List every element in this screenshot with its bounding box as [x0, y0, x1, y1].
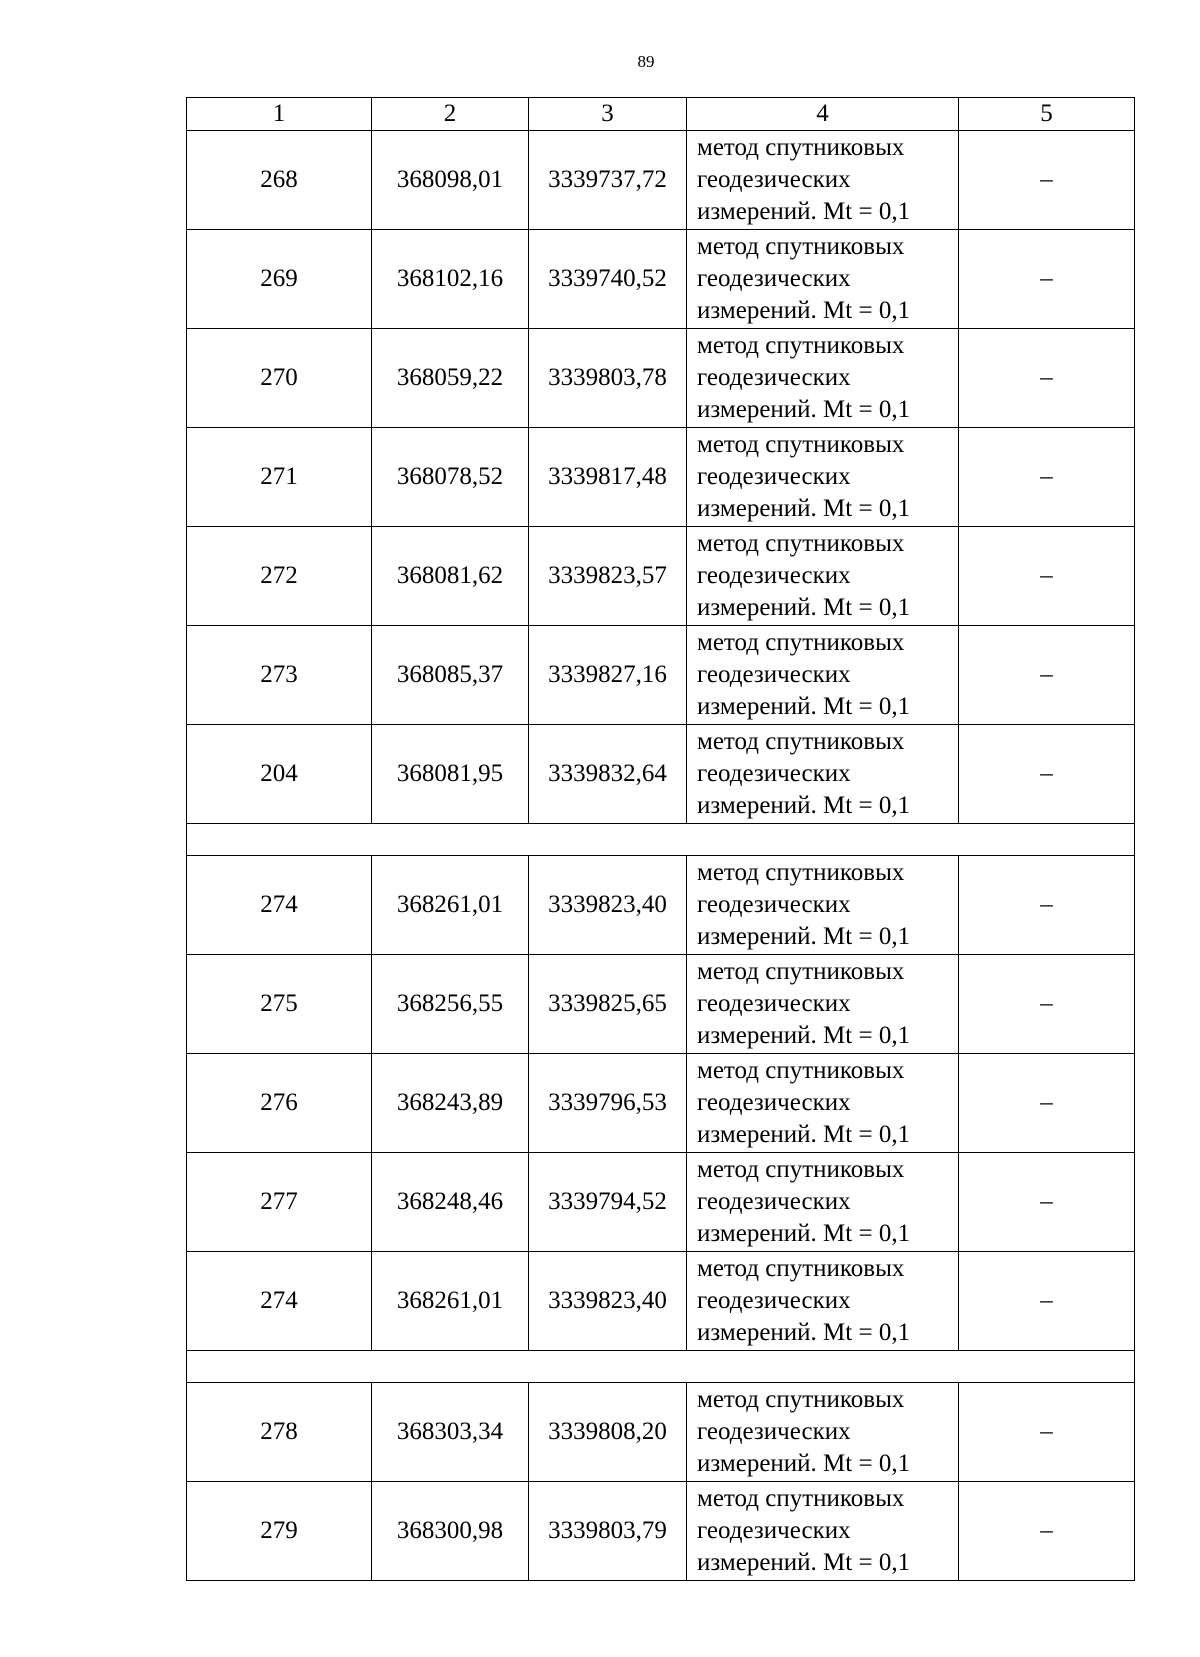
x-coordinate-cell: 368081,62: [372, 527, 529, 626]
point-number-cell: 275: [187, 955, 372, 1054]
note-cell: –: [959, 1153, 1135, 1252]
x-coordinate-cell: 368085,37: [372, 626, 529, 725]
method-line: метод спутниковых: [697, 1485, 905, 1512]
y-coordinate-cell: 3339794,52: [529, 1153, 687, 1252]
table-row: [187, 527, 1135, 626]
column-header: 1: [187, 98, 372, 131]
table-separator-row: [187, 824, 1135, 856]
x-coordinate-cell: 368098,01: [372, 131, 529, 230]
column-header: 3: [529, 98, 687, 131]
x-coordinate-cell: 368081,95: [372, 725, 529, 824]
y-coordinate-cell: 3339823,40: [529, 856, 687, 955]
point-number-cell: 269: [187, 230, 372, 329]
point-number-cell: 204: [187, 725, 372, 824]
method-line: измерений. Mt = 0,1: [697, 792, 911, 819]
y-coordinate-cell: 3339803,79: [529, 1482, 687, 1581]
method-line: метод спутниковых: [697, 530, 905, 557]
page-number: 89: [637, 52, 655, 71]
method-line: измерений. Mt = 0,1: [697, 1319, 911, 1346]
note-cell: –: [959, 856, 1135, 955]
method-line: геодезических: [697, 166, 851, 193]
method-line: измерений. Mt = 0,1: [697, 198, 911, 225]
method-line: метод спутниковых: [697, 1057, 905, 1084]
table-row: [187, 329, 1135, 428]
method-line: геодезических: [697, 1188, 851, 1215]
y-coordinate-cell: 3339817,48: [529, 428, 687, 527]
separator-cell: [187, 1351, 1135, 1383]
method-line: геодезических: [697, 1517, 851, 1544]
note-cell: –: [959, 1482, 1135, 1581]
table-separator-row: [187, 1351, 1135, 1383]
table-row: [187, 955, 1135, 1054]
method-cell: [687, 131, 959, 230]
y-coordinate-cell: 3339796,53: [529, 1054, 687, 1153]
method-line: геодезических: [697, 1287, 851, 1314]
y-coordinate-cell: 3339825,65: [529, 955, 687, 1054]
table-row: [187, 1252, 1135, 1351]
note-cell: –: [959, 626, 1135, 725]
table-header-row: [187, 98, 1135, 131]
method-cell: [687, 1252, 959, 1351]
method-line: измерений. Mt = 0,1: [697, 1022, 911, 1049]
method-line: измерений. Mt = 0,1: [697, 1220, 911, 1247]
table-row: [187, 230, 1135, 329]
note-cell: –: [959, 1252, 1135, 1351]
y-coordinate-cell: 3339832,64: [529, 725, 687, 824]
method-cell: [687, 428, 959, 527]
method-line: метод спутниковых: [697, 1255, 905, 1282]
table-row: [187, 1153, 1135, 1252]
point-number-cell: 271: [187, 428, 372, 527]
note-cell: –: [959, 725, 1135, 824]
point-number-cell: 270: [187, 329, 372, 428]
y-coordinate-cell: 3339737,72: [529, 131, 687, 230]
method-cell: [687, 955, 959, 1054]
method-line: измерений. Mt = 0,1: [697, 495, 911, 522]
x-coordinate-cell: 368303,34: [372, 1383, 529, 1482]
method-line: геодезических: [697, 1418, 851, 1445]
method-line: геодезических: [697, 990, 851, 1017]
y-coordinate-cell: 3339823,40: [529, 1252, 687, 1351]
column-header: 2: [372, 98, 529, 131]
x-coordinate-cell: 368248,46: [372, 1153, 529, 1252]
method-line: измерений. Mt = 0,1: [697, 396, 911, 423]
method-cell: [687, 856, 959, 955]
point-number-cell: 274: [187, 856, 372, 955]
method-line: метод спутниковых: [697, 629, 905, 656]
method-cell: [687, 329, 959, 428]
table-row: [187, 131, 1135, 230]
point-number-cell: 278: [187, 1383, 372, 1482]
column-header: 5: [959, 98, 1135, 131]
method-line: геодезических: [697, 265, 851, 292]
y-coordinate-cell: 3339823,57: [529, 527, 687, 626]
method-line: метод спутниковых: [697, 134, 905, 161]
method-line: измерений. Mt = 0,1: [697, 594, 911, 621]
separator-cell: [187, 824, 1135, 856]
method-line: измерений. Mt = 0,1: [697, 693, 911, 720]
note-cell: –: [959, 428, 1135, 527]
note-cell: –: [959, 527, 1135, 626]
method-cell: [687, 1054, 959, 1153]
method-line: измерений. Mt = 0,1: [697, 297, 911, 324]
y-coordinate-cell: 3339827,16: [529, 626, 687, 725]
note-cell: –: [959, 131, 1135, 230]
table-body: [187, 98, 1135, 1581]
method-line: геодезических: [697, 562, 851, 589]
method-line: измерений. Mt = 0,1: [697, 1549, 911, 1576]
method-line: измерений. Mt = 0,1: [697, 1121, 911, 1148]
point-number-cell: 274: [187, 1252, 372, 1351]
x-coordinate-cell: 368059,22: [372, 329, 529, 428]
method-cell: [687, 1482, 959, 1581]
method-cell: [687, 725, 959, 824]
method-line: метод спутниковых: [697, 332, 905, 359]
method-line: измерений. Mt = 0,1: [697, 923, 911, 950]
method-line: метод спутниковых: [697, 728, 905, 755]
note-cell: –: [959, 329, 1135, 428]
point-number-cell: 277: [187, 1153, 372, 1252]
method-line: геодезических: [697, 661, 851, 688]
point-number-cell: 272: [187, 527, 372, 626]
x-coordinate-cell: 368261,01: [372, 856, 529, 955]
method-line: метод спутниковых: [697, 958, 905, 985]
method-line: геодезических: [697, 760, 851, 787]
note-cell: –: [959, 955, 1135, 1054]
method-cell: [687, 527, 959, 626]
x-coordinate-cell: 368102,16: [372, 230, 529, 329]
method-line: геодезических: [697, 463, 851, 490]
table-row: [187, 1482, 1135, 1581]
x-coordinate-cell: 368256,55: [372, 955, 529, 1054]
table-row: [187, 626, 1135, 725]
coordinates-table: [186, 97, 1135, 1581]
point-number-cell: 268: [187, 131, 372, 230]
method-line: метод спутниковых: [697, 859, 905, 886]
point-number-cell: 276: [187, 1054, 372, 1153]
table-row: [187, 428, 1135, 527]
point-number-cell: 273: [187, 626, 372, 725]
method-line: геодезических: [697, 364, 851, 391]
method-line: метод спутниковых: [697, 233, 905, 260]
method-line: геодезических: [697, 891, 851, 918]
table-row: [187, 1383, 1135, 1482]
point-number-cell: 279: [187, 1482, 372, 1581]
table-row: [187, 1054, 1135, 1153]
x-coordinate-cell: 368078,52: [372, 428, 529, 527]
method-cell: [687, 1153, 959, 1252]
table-row: [187, 725, 1135, 824]
y-coordinate-cell: 3339740,52: [529, 230, 687, 329]
method-line: измерений. Mt = 0,1: [697, 1450, 911, 1477]
note-cell: –: [959, 1383, 1135, 1482]
method-line: метод спутниковых: [697, 1386, 905, 1413]
method-cell: [687, 1383, 959, 1482]
y-coordinate-cell: 3339808,20: [529, 1383, 687, 1482]
y-coordinate-cell: 3339803,78: [529, 329, 687, 428]
note-cell: –: [959, 1054, 1135, 1153]
method-line: геодезических: [697, 1089, 851, 1116]
method-line: метод спутниковых: [697, 1156, 905, 1183]
column-header: 4: [687, 98, 959, 131]
x-coordinate-cell: 368300,98: [372, 1482, 529, 1581]
table-row: [187, 856, 1135, 955]
x-coordinate-cell: 368261,01: [372, 1252, 529, 1351]
method-cell: [687, 626, 959, 725]
method-cell: [687, 230, 959, 329]
note-cell: –: [959, 230, 1135, 329]
x-coordinate-cell: 368243,89: [372, 1054, 529, 1153]
method-line: метод спутниковых: [697, 431, 905, 458]
